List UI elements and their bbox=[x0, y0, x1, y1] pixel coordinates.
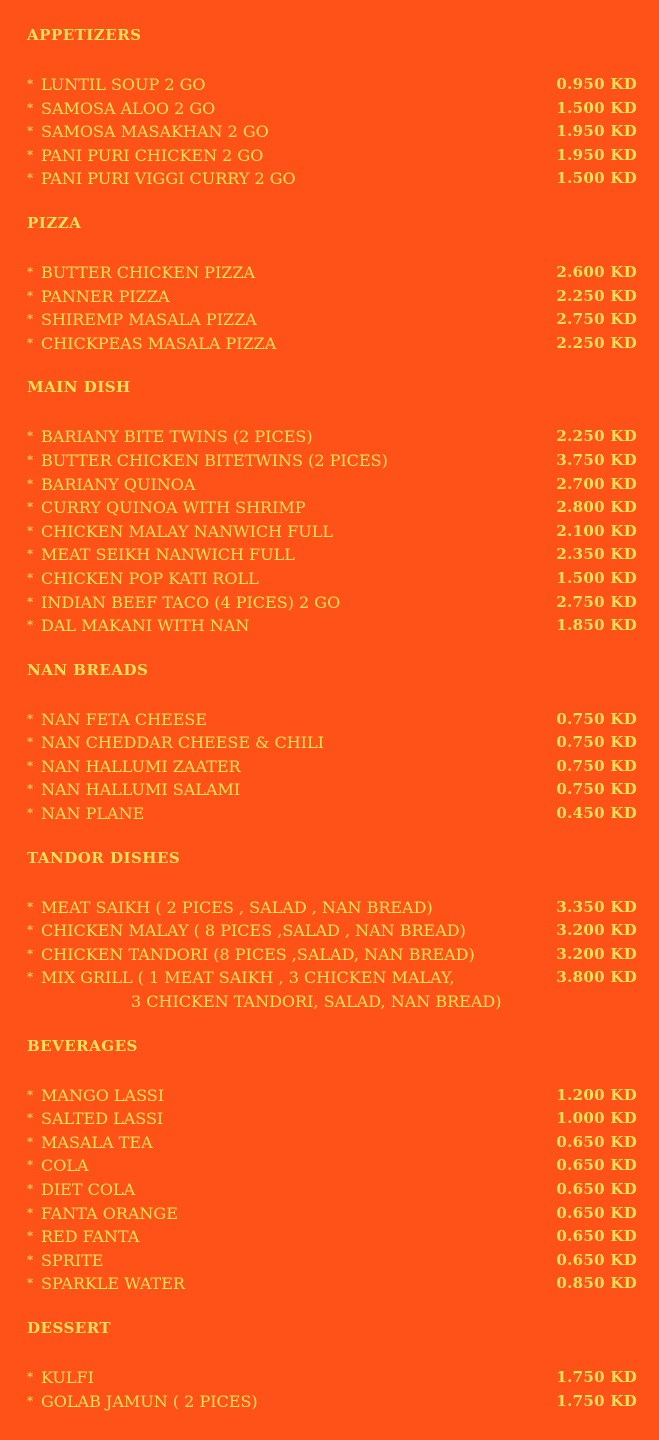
item-price: 0.650 KD bbox=[556, 1203, 637, 1222]
menu-item bbox=[27, 1131, 637, 1155]
menu-item bbox=[27, 1107, 637, 1131]
item-name: PANI PURI VIGGI CURRY 2 GO bbox=[41, 169, 296, 189]
section-title: MAIN DISH bbox=[27, 378, 131, 397]
item-name: DAL MAKANI WITH NAN bbox=[41, 616, 250, 636]
item-price: 3.750 KD bbox=[556, 450, 637, 469]
section-main-dish bbox=[27, 378, 637, 637]
item-name: RED FANTA bbox=[41, 1227, 140, 1247]
item-name: CHICKEN MALAY ( 8 PICES ,SALAD , NAN BREAD) bbox=[41, 921, 466, 941]
item-name: PANI PURI CHICKEN 2 GO bbox=[41, 145, 264, 165]
item-name: SAMOSA MASAKHAN 2 GO bbox=[41, 122, 269, 142]
item-name: SHIREMP MASALA PIZZA bbox=[41, 310, 257, 330]
item-price: 1.200 KD bbox=[556, 1085, 637, 1104]
item-price: 1.500 KD bbox=[556, 98, 637, 117]
menu-item bbox=[27, 308, 637, 332]
item-name: NAN CHEDDAR CHEESE & CHILI bbox=[41, 733, 324, 753]
menu-item bbox=[27, 120, 637, 144]
bullet-icon: * bbox=[27, 970, 33, 985]
item-name: NAN PLANE bbox=[41, 804, 145, 824]
menu-item bbox=[27, 473, 637, 497]
menu-item bbox=[27, 425, 637, 449]
item-price: 0.650 KD bbox=[556, 1156, 637, 1175]
item-price: 2.800 KD bbox=[556, 498, 637, 517]
item-price: 1.950 KD bbox=[556, 122, 637, 141]
item-price: 3.800 KD bbox=[556, 968, 637, 987]
bullet-icon: * bbox=[27, 264, 33, 279]
item-price: 0.750 KD bbox=[556, 780, 637, 799]
menu-item bbox=[27, 1225, 637, 1249]
bullet-icon: * bbox=[27, 1111, 33, 1126]
bullet-icon: * bbox=[27, 171, 33, 186]
menu-item bbox=[27, 755, 637, 779]
section-title: NAN BREADS bbox=[27, 660, 149, 679]
item-name: NAN HALLUMI ZAATER bbox=[41, 756, 241, 776]
section-tandor-dishes bbox=[27, 849, 637, 1014]
bullet-icon: * bbox=[27, 1229, 33, 1244]
bullet-icon: * bbox=[27, 429, 33, 444]
item-price: 0.650 KD bbox=[556, 1180, 637, 1198]
item-price: 2.250 KD bbox=[556, 427, 637, 446]
item-price: 1.950 KD bbox=[556, 145, 637, 164]
item-price: 0.750 KD bbox=[556, 756, 637, 775]
menu-item bbox=[27, 778, 637, 802]
menu-item bbox=[27, 261, 637, 285]
item-name: CHICKEN MALAY NANWICH FULL bbox=[41, 521, 334, 541]
item-name: CURRY QUINOA WITH SHRIMP bbox=[41, 498, 306, 518]
menu-item bbox=[27, 943, 637, 967]
item-name: KULFI bbox=[41, 1367, 94, 1387]
item-price: 0.750 KD bbox=[556, 709, 637, 728]
bullet-icon: * bbox=[27, 1087, 33, 1102]
menu-item bbox=[27, 896, 637, 920]
menu-item bbox=[27, 591, 637, 615]
item-price: 0.650 KD bbox=[556, 1227, 637, 1246]
bullet-icon: * bbox=[27, 758, 33, 773]
item-price: 0.750 KD bbox=[556, 733, 637, 752]
item-price: 0.850 KD bbox=[556, 1274, 637, 1293]
bullet-icon: * bbox=[27, 1182, 33, 1196]
bullet-icon: * bbox=[27, 1252, 33, 1267]
item-price: 2.250 KD bbox=[556, 333, 637, 352]
menu-item bbox=[27, 332, 637, 356]
menu-item bbox=[27, 802, 637, 826]
item-name: DIET COLA bbox=[41, 1180, 136, 1199]
item-name: BARIANY BITE TWINS (2 PICES) bbox=[41, 427, 313, 447]
section-title: BEVERAGES bbox=[27, 1036, 138, 1055]
menu-item bbox=[27, 614, 637, 638]
item-name-continued: 3 CHICKEN TANDORI, SALAD, NAN BREAD) bbox=[131, 992, 502, 1012]
bullet-icon: * bbox=[27, 312, 33, 327]
item-name: SAMOSA ALOO 2 GO bbox=[41, 98, 216, 118]
item-price: 0.950 KD bbox=[556, 75, 637, 93]
section-pizza bbox=[27, 214, 637, 355]
bullet-icon: * bbox=[27, 1276, 33, 1291]
section-nan-breads bbox=[27, 661, 637, 826]
bullet-icon: * bbox=[27, 547, 33, 562]
menu-item bbox=[27, 708, 637, 732]
item-name: GOLAB JAMUN ( 2 PICES) bbox=[41, 1391, 258, 1411]
menu-item bbox=[27, 1154, 637, 1178]
menu-item bbox=[27, 567, 637, 591]
item-price: 2.100 KD bbox=[556, 521, 637, 540]
menu-item bbox=[27, 1202, 637, 1226]
menu-item bbox=[27, 966, 637, 1013]
item-price: 1.500 KD bbox=[556, 169, 637, 188]
menu-item bbox=[27, 1178, 637, 1202]
item-price: 1.000 KD bbox=[556, 1109, 637, 1128]
menu-item bbox=[27, 1390, 637, 1414]
bullet-icon: * bbox=[27, 1369, 33, 1384]
item-price: 3.200 KD bbox=[556, 921, 637, 940]
item-price: 1.750 KD bbox=[556, 1367, 637, 1386]
bullet-icon: * bbox=[27, 782, 33, 797]
item-name: COLA bbox=[41, 1156, 89, 1176]
item-name: CHICKEN POP KATI ROLL bbox=[41, 568, 259, 588]
section-title: TANDOR DISHES bbox=[27, 848, 181, 867]
item-name: LUNTIL SOUP 2 GO bbox=[41, 75, 206, 94]
menu-item bbox=[27, 1084, 637, 1108]
section-title: DESSERT bbox=[27, 1318, 112, 1337]
bullet-icon: * bbox=[27, 500, 33, 515]
section-title: PIZZA bbox=[27, 213, 82, 232]
bullet-icon: * bbox=[27, 899, 33, 914]
bullet-icon: * bbox=[27, 335, 33, 350]
item-name: MEAT SEIKH NANWICH FULL bbox=[41, 545, 295, 565]
item-name: CHICKPEAS MASALA PIZZA bbox=[41, 333, 277, 353]
bullet-icon: * bbox=[27, 288, 33, 303]
item-name: BUTTER CHICKEN BITETWINS (2 PICES) bbox=[41, 450, 388, 470]
item-price: 2.350 KD bbox=[556, 545, 637, 564]
bullet-icon: * bbox=[27, 1205, 33, 1220]
bullet-icon: * bbox=[27, 476, 33, 491]
menu-item bbox=[27, 144, 637, 168]
item-price: 2.600 KD bbox=[556, 262, 637, 281]
menu-item bbox=[27, 496, 637, 520]
bullet-icon: * bbox=[27, 570, 33, 585]
item-price: 1.750 KD bbox=[556, 1391, 637, 1410]
item-price: 0.650 KD bbox=[556, 1132, 637, 1151]
item-price: 2.250 KD bbox=[556, 286, 637, 305]
item-name: NAN HALLUMI SALAMI bbox=[41, 780, 241, 800]
item-name: FANTA ORANGE bbox=[41, 1203, 178, 1223]
item-name: CHICKEN TANDORI (8 PICES ,SALAD, NAN BREAD) bbox=[41, 944, 475, 964]
menu-item bbox=[27, 1366, 637, 1390]
item-name: NAN FETA CHEESE bbox=[41, 709, 208, 729]
menu-item bbox=[27, 97, 637, 121]
bullet-icon: * bbox=[27, 711, 33, 726]
section-title: APPETIZERS bbox=[27, 26, 142, 44]
item-price: 1.850 KD bbox=[556, 616, 637, 635]
bullet-icon: * bbox=[27, 618, 33, 633]
bullet-icon: * bbox=[27, 523, 33, 538]
bullet-icon: * bbox=[27, 1393, 33, 1408]
item-name: PANNER PIZZA bbox=[41, 286, 170, 306]
item-price: 2.750 KD bbox=[556, 592, 637, 611]
bullet-icon: * bbox=[27, 946, 33, 961]
bullet-icon: * bbox=[27, 124, 33, 139]
bullet-icon: * bbox=[27, 1158, 33, 1173]
menu-item bbox=[27, 520, 637, 544]
bullet-icon: * bbox=[27, 77, 33, 91]
item-name: MANGO LASSI bbox=[41, 1085, 165, 1105]
section-dessert bbox=[27, 1319, 637, 1413]
menu-item bbox=[27, 285, 637, 309]
bullet-icon: * bbox=[27, 100, 33, 115]
item-name: INDIAN BEEF TACO (4 PICES) 2 GO bbox=[41, 592, 341, 612]
item-price: 2.700 KD bbox=[556, 474, 637, 493]
menu-item bbox=[27, 1272, 637, 1296]
item-name: SALTED LASSI bbox=[41, 1109, 164, 1129]
item-name: MASALA TEA bbox=[41, 1132, 153, 1152]
menu-item bbox=[27, 449, 637, 473]
menu-item bbox=[27, 73, 637, 97]
item-price: 2.750 KD bbox=[556, 310, 637, 329]
menu-item bbox=[27, 919, 637, 943]
item-price: 3.350 KD bbox=[556, 897, 637, 916]
bullet-icon: * bbox=[27, 735, 33, 750]
item-name: MIX GRILL ( 1 MEAT SAIKH , 3 CHICKEN MALAY, bbox=[41, 968, 455, 988]
menu-item bbox=[27, 731, 637, 755]
item-name: SPRITE bbox=[41, 1250, 104, 1270]
item-name: BARIANY QUINOA bbox=[41, 474, 196, 494]
section-beverages bbox=[27, 1037, 637, 1296]
bullet-icon: * bbox=[27, 594, 33, 609]
item-price: 0.450 KD bbox=[556, 804, 637, 823]
section-appetizers bbox=[27, 26, 637, 191]
menu-item bbox=[27, 1249, 637, 1273]
item-name: SPARKLE WATER bbox=[41, 1274, 185, 1294]
item-price: 1.500 KD bbox=[556, 568, 637, 587]
bullet-icon: * bbox=[27, 1134, 33, 1149]
bullet-icon: * bbox=[27, 452, 33, 467]
item-name: BUTTER CHICKEN PIZZA bbox=[41, 262, 256, 282]
item-price: 0.650 KD bbox=[556, 1250, 637, 1269]
bullet-icon: * bbox=[27, 923, 33, 938]
bullet-icon: * bbox=[27, 806, 33, 821]
bullet-icon: * bbox=[27, 147, 33, 162]
menu-item bbox=[27, 167, 637, 191]
item-name: MEAT SAIKH ( 2 PICES , SALAD , NAN BREAD) bbox=[41, 897, 433, 917]
item-price: 3.200 KD bbox=[556, 944, 637, 963]
menu-item bbox=[27, 543, 637, 567]
